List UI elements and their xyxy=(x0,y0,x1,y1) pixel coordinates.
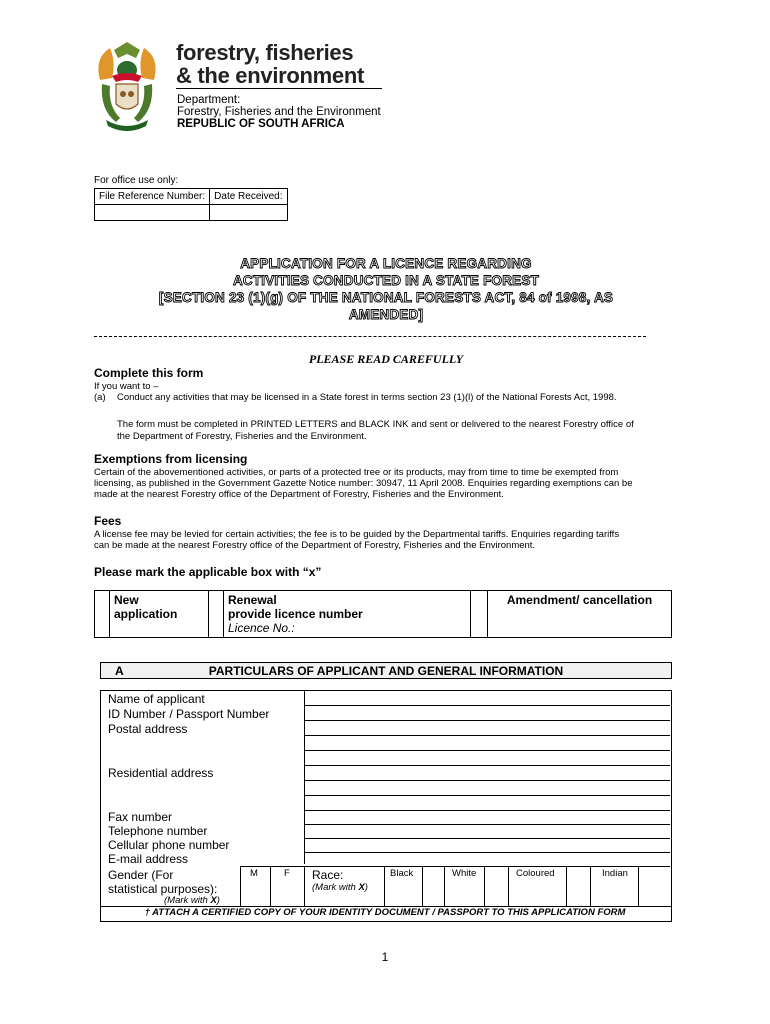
f-divider xyxy=(304,866,305,906)
race-indian-label: Indian xyxy=(602,868,628,879)
department-block xyxy=(177,94,381,130)
id-number-field[interactable] xyxy=(305,706,669,720)
amendment-checkbox[interactable] xyxy=(471,591,488,638)
dept-label: Department: xyxy=(177,94,241,106)
residential-address-field[interactable] xyxy=(305,766,669,810)
race-black-box[interactable] xyxy=(423,867,443,905)
renewal-label: Renewal provide licence number Licence No.: xyxy=(224,591,471,638)
postal-label: Postal address xyxy=(108,722,188,736)
date-received-label: Date Received: xyxy=(210,189,287,205)
instruction-line-1: The form must be completed in PRINTED LETTERS and BLACK INK and sent or delivered to the nearest Forestry office of xyxy=(117,419,634,430)
race-white-label: White xyxy=(452,868,477,879)
exemptions-heading: Exemptions from licensing xyxy=(94,452,248,466)
id-label: ID Number / Passport Number xyxy=(108,707,270,721)
date-received-field[interactable] xyxy=(210,205,287,221)
mark-box-heading: Please mark the applicable box with “x” xyxy=(94,565,322,579)
race-black-label: Black xyxy=(390,868,414,879)
name-field[interactable] xyxy=(305,691,669,705)
header-rule xyxy=(176,88,382,89)
race-mark-hint: (Mark with X) xyxy=(312,882,368,893)
fees-line-2: can be made at the nearest Forestry office of the Department of Forestry, Fisheries and the Environment. xyxy=(94,540,536,551)
fees-line-1: A license fee may be levied for certain activities; the fee is to be guided by the Departmental tariffs. Enquiries regarding tariffs xyxy=(94,529,620,540)
page-number: 1 xyxy=(381,950,389,964)
white-box-divider xyxy=(508,866,509,906)
title-divider xyxy=(94,336,646,337)
race-indian-box[interactable] xyxy=(639,867,669,905)
email-field[interactable] xyxy=(305,853,669,866)
telephone-label: Telephone number xyxy=(108,824,208,838)
renewal-checkbox[interactable] xyxy=(209,591,224,638)
licence-number-field[interactable]: Licence No.: xyxy=(228,621,295,635)
file-reference-label: File Reference Number: xyxy=(95,189,210,205)
fax-label: Fax number xyxy=(108,810,173,824)
race-coloured-box[interactable] xyxy=(567,867,589,905)
race-white-box[interactable] xyxy=(485,867,507,905)
cellular-label: Cellular phone number xyxy=(108,838,230,852)
gender-m-label: M xyxy=(250,868,258,879)
black-box-divider xyxy=(444,866,445,906)
gender-label: Gender (For statistical purposes): xyxy=(108,868,218,896)
race-divider xyxy=(384,866,385,906)
application-type-table xyxy=(94,590,672,638)
cellular-field[interactable] xyxy=(305,839,669,852)
brand-name: forestry, fisheries & the environment xyxy=(176,40,365,88)
race-coloured-label: Coloured xyxy=(516,868,555,879)
attach-notice: † ATTACH A CERTIFIED COPY OF YOUR IDENTITY DOCUMENT / PASSPORT TO THIS APPLICATION FORM xyxy=(144,907,626,918)
form-title: APPLICATION FOR A LICENCE REGARDING ACTIVITIES CONDUCTED IN A STATE FOREST [SECTION 23 (1)(g) OF THE NATIONAL FORESTS ACT, 84 of 1998, AS AMENDED] xyxy=(158,256,614,322)
dept-name: Forestry, Fisheries and the Environment xyxy=(177,106,381,118)
instruction-line-2: the Department of Forestry, Fisheries and the Environment. xyxy=(117,431,367,442)
new-application-checkbox[interactable] xyxy=(95,591,110,638)
gender-divider xyxy=(240,866,241,906)
section-title: PARTICULARS OF APPLICANT AND GENERAL INFORMATION xyxy=(208,664,564,678)
race-label: Race: xyxy=(312,868,344,882)
name-label: Name of applicant xyxy=(108,692,205,706)
fees-heading: Fees xyxy=(94,514,122,528)
coat-of-arms-icon xyxy=(92,40,162,132)
complete-heading: Complete this form xyxy=(94,366,204,380)
new-application-label: New application xyxy=(110,591,209,638)
exemptions-line-2: licensing, as published in the Government Gazette Notice number: 30947, 11 April 2008. Enquiries regarding exemptions can be xyxy=(94,478,633,489)
item-a-text: Conduct any activities that may be licensed in a State forest in terms section 23 (1)(l) of the National Forests Act, 1998. xyxy=(117,392,617,403)
gender-mark-hint: (Mark with X) xyxy=(164,895,220,906)
file-reference-field[interactable] xyxy=(95,205,210,221)
section-a-header xyxy=(100,662,672,679)
exemptions-line-3: made at the nearest Forestry office of the Department of Forestry, Fisheries and the Environment. xyxy=(94,489,504,500)
residential-label: Residential address xyxy=(108,766,214,780)
if-you-want: If you want to – xyxy=(94,381,159,392)
gender-f-label: F xyxy=(284,868,290,879)
amendment-label: Amendment/ cancellation xyxy=(488,591,672,638)
coloured-box-divider xyxy=(590,866,591,906)
office-use-table xyxy=(94,188,288,221)
postal-address-field[interactable] xyxy=(305,721,669,765)
item-a-label: (a) xyxy=(94,392,106,403)
telephone-field[interactable] xyxy=(305,825,669,838)
fax-field[interactable] xyxy=(305,811,669,824)
email-label: E-mail address xyxy=(108,852,189,866)
please-read-heading: PLEASE READ CAREFULLY xyxy=(308,352,464,366)
country: REPUBLIC OF SOUTH AFRICA xyxy=(177,118,345,130)
section-letter: A xyxy=(115,664,124,678)
exemptions-line-1: Certain of the abovementioned activities, or parts of a protected tree or its products, may from time to time be exempted from xyxy=(94,467,619,478)
office-use-label: For office use only: xyxy=(94,175,179,186)
